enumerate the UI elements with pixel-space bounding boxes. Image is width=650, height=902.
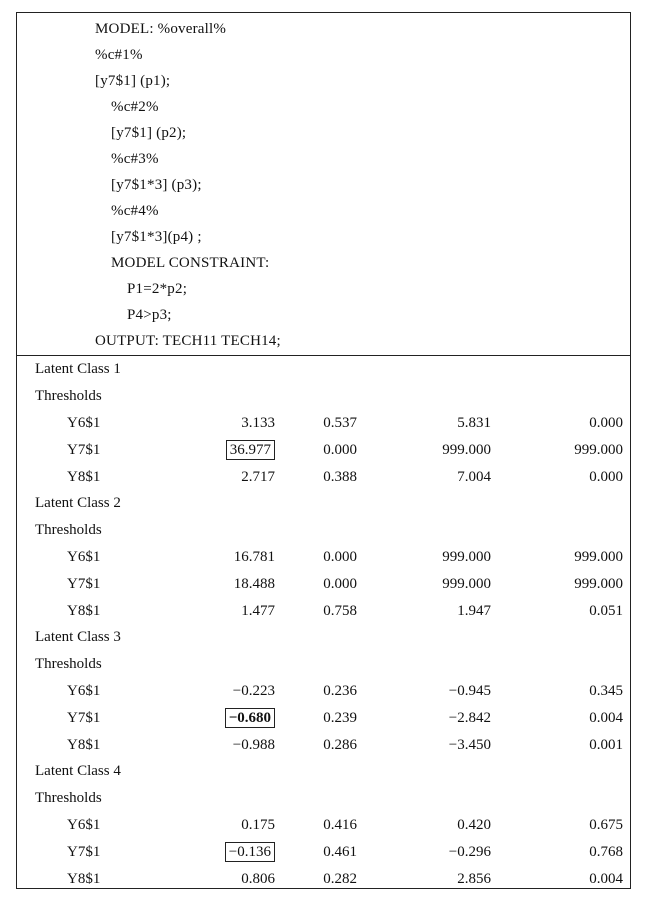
estimate: 1.477 [241, 603, 275, 619]
std-error: 0.000 [323, 549, 357, 565]
std-error: 0.000 [323, 576, 357, 592]
code-line: MODEL: %overall% [95, 21, 227, 37]
class-title-row [17, 490, 630, 516]
highlight-box: −0.680 [225, 708, 275, 728]
highlight-box: −0.136 [225, 842, 275, 862]
est-se-ratio: −2.842 [448, 710, 491, 726]
p-value: 0.675 [589, 817, 623, 833]
code-line: %c#2% [111, 99, 159, 115]
std-error: 0.282 [323, 871, 357, 887]
est-se-ratio: −0.296 [448, 844, 491, 860]
param-name: Y7$1 [67, 576, 101, 592]
std-error: 0.000 [323, 442, 357, 458]
p-value: 0.004 [589, 871, 623, 887]
table-row [17, 705, 630, 731]
std-error: 0.239 [323, 710, 357, 726]
p-value: 999.000 [574, 442, 623, 458]
estimate: 16.781 [233, 549, 275, 565]
est-se-ratio: 0.420 [457, 817, 491, 833]
code-line: [y7$1*3](p4) ; [111, 229, 202, 245]
p-value: 0.768 [589, 844, 623, 860]
est-se-ratio: 999.000 [442, 549, 491, 565]
est-se-ratio: −3.450 [448, 737, 491, 753]
class-title-row [17, 356, 630, 382]
table-row [17, 678, 630, 704]
p-value: 999.000 [574, 549, 623, 565]
code-line: [y7$1*3] (p3); [111, 177, 202, 193]
est-se-ratio: 999.000 [442, 442, 491, 458]
table-row [17, 464, 630, 490]
est-se-ratio: −0.945 [448, 683, 491, 699]
code-line: OUTPUT: TECH11 TECH14; [95, 333, 281, 349]
std-error: 0.416 [323, 817, 357, 833]
table-row [17, 544, 630, 570]
table-row [17, 410, 630, 436]
table-row [17, 866, 630, 892]
table-row [17, 598, 630, 624]
param-name: Y8$1 [67, 469, 101, 485]
estimate-highlighted [226, 437, 275, 463]
param-name: Y6$1 [67, 817, 101, 833]
section-label: Thresholds [35, 522, 102, 538]
estimate: 0.175 [241, 817, 275, 833]
estimate-highlighted [225, 705, 275, 731]
section-label: Thresholds [35, 790, 102, 806]
estimate: −0.988 [232, 737, 275, 753]
code-line: [y7$1] (p1); [95, 73, 171, 89]
param-name: Y7$1 [67, 710, 101, 726]
std-error: 0.758 [323, 603, 357, 619]
est-se-ratio: 2.856 [457, 871, 491, 887]
param-name: Y8$1 [67, 737, 101, 753]
param-name: Y8$1 [67, 871, 101, 887]
std-error: 0.236 [323, 683, 357, 699]
p-value: 999.000 [574, 576, 623, 592]
std-error: 0.461 [323, 844, 357, 860]
class-title-row [17, 624, 630, 650]
section-row [17, 785, 630, 811]
class-title: Latent Class 2 [35, 495, 121, 511]
estimate: 3.133 [241, 415, 275, 431]
section-row [17, 383, 630, 409]
code-line: MODEL CONSTRAINT: [111, 255, 270, 271]
table-row [17, 812, 630, 838]
estimate: 0.806 [241, 871, 275, 887]
section-label: Thresholds [35, 656, 102, 672]
p-value: 0.000 [589, 415, 623, 431]
class-title: Latent Class 4 [35, 763, 121, 779]
code-line: %c#1% [95, 47, 143, 63]
est-se-ratio: 1.947 [457, 603, 491, 619]
code-line: %c#3% [111, 151, 159, 167]
p-value: 0.051 [589, 603, 623, 619]
p-value: 0.004 [589, 710, 623, 726]
table-row [17, 839, 630, 865]
section-row [17, 517, 630, 543]
std-error: 0.286 [323, 737, 357, 753]
highlight-box: 36.977 [226, 440, 275, 460]
p-value: 0.000 [589, 469, 623, 485]
param-name: Y6$1 [67, 415, 101, 431]
section-row [17, 651, 630, 677]
p-value: 0.345 [589, 683, 623, 699]
param-name: Y7$1 [67, 442, 101, 458]
est-se-ratio: 5.831 [457, 415, 491, 431]
param-name: Y6$1 [67, 683, 101, 699]
estimate: −0.223 [232, 683, 275, 699]
estimate-highlighted [225, 839, 275, 865]
std-error: 0.388 [323, 469, 357, 485]
code-line: %c#4% [111, 203, 159, 219]
output-frame [16, 12, 631, 889]
class-title: Latent Class 1 [35, 361, 121, 377]
table-row [17, 732, 630, 758]
p-value: 0.001 [589, 737, 623, 753]
table-row [17, 437, 630, 463]
code-line: P1=2*p2; [127, 281, 188, 297]
param-name: Y7$1 [67, 844, 101, 860]
param-name: Y8$1 [67, 603, 101, 619]
class-title-row [17, 758, 630, 784]
code-line: [y7$1] (p2); [111, 125, 187, 141]
estimate: 18.488 [233, 576, 275, 592]
code-line: P4>p3; [127, 307, 172, 323]
estimate: 2.717 [241, 469, 275, 485]
section-label: Thresholds [35, 388, 102, 404]
class-title: Latent Class 3 [35, 629, 121, 645]
est-se-ratio: 999.000 [442, 576, 491, 592]
table-row [17, 571, 630, 597]
param-name: Y6$1 [67, 549, 101, 565]
model-syntax-block [17, 13, 630, 356]
std-error: 0.537 [323, 415, 357, 431]
est-se-ratio: 7.004 [457, 469, 491, 485]
